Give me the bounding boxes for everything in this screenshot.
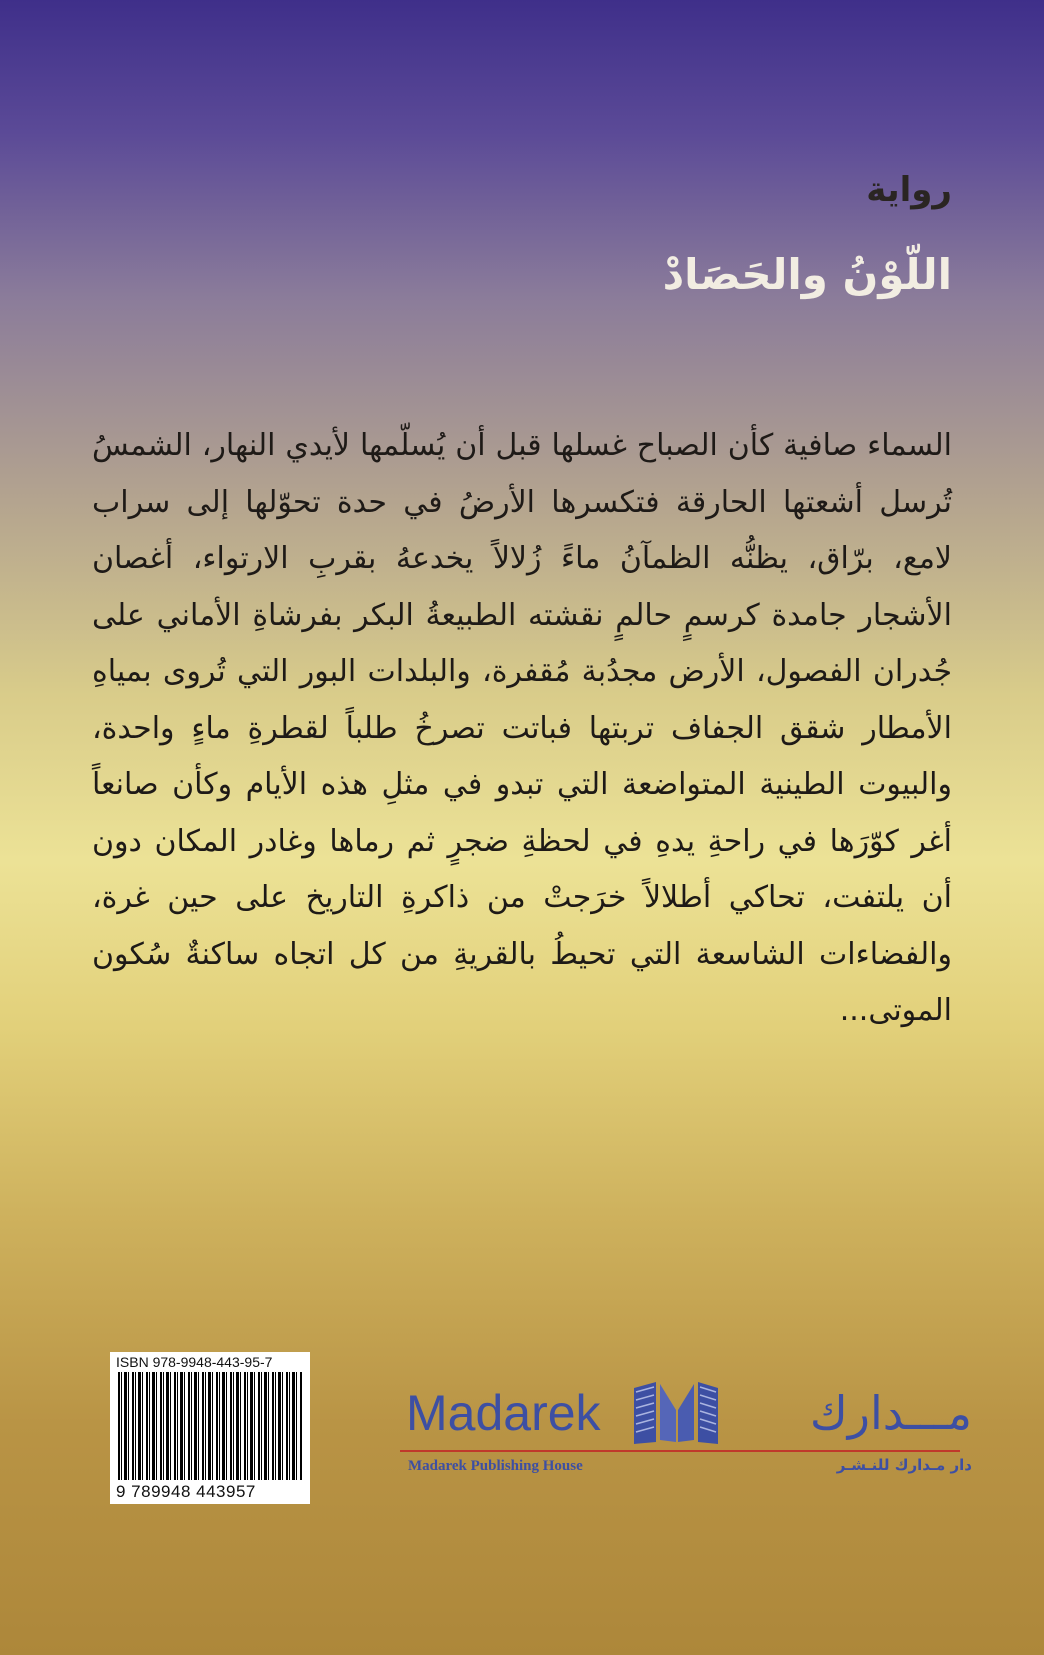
back-cover-blurb xyxy=(92,418,952,1040)
book-title: اللّوْنُ والحَصَادْ xyxy=(662,250,952,299)
genre-label: رواية xyxy=(866,170,952,210)
isbn-label: ISBN 978-9948-443-95-7 xyxy=(116,1354,273,1370)
barcode-bars xyxy=(118,1372,302,1480)
publisher-logo xyxy=(400,1380,980,1474)
publisher-subtitle-ar: دار مـدارك للنـشـر xyxy=(836,1456,972,1474)
publisher-subtitle-en: Madarek Publishing House xyxy=(408,1458,583,1474)
barcode-digits: 9 789948 443957 xyxy=(116,1482,256,1501)
logo-divider xyxy=(400,1450,960,1452)
book-m-logo-icon xyxy=(630,1380,720,1446)
publisher-name-arabic: مـــدارك xyxy=(809,1386,972,1440)
isbn-barcode xyxy=(110,1352,310,1504)
publisher-name-latin: Madarek xyxy=(406,1385,601,1441)
blurb-text: السماء صافية كأن الصباح غسلها قبل أن يُسلّمها لأيدي النهار، الشمسُ تُرسل أشعتها الحارقة فتكسرها الأرضُ في حدة تحوّلها إلى سراب لامع، برّاق، يظنُّه الظمآنُ ماءً زُلالاً يخدعهُ بقربِ الارتواء، أغصان الأشجار جامدة كرسمٍ حالمٍ نقشته الطبيعةُ البكر بفرشاةِ الأماني على جُدران الفصول، الأرض مجدُبة مُقفرة، والبلدات البور التي تُروى بمياهِ الأمطار شقق الجفاف تربتها فباتت تصرخُ طلباً لقطرةِ ماءٍ واحدة، والبيوت الطينية المتواضعة التي تبدو في مثلِ هذه الأيام وكأن صانعاً أغر كوّرَها في راحةِ يدهِ في لحظةِ ضجرٍ ثم رماها وغادر المكان دون أن يلتفت، تحاكي أطلالاً خرَجتْ من ذاكرةِ التاريخ على حين غرة، والفضاءات الشاسعة التي تحيطُ بالقريةِ من كل اتجاه ساكنةٌ سُكون الموتى... xyxy=(92,428,952,1028)
